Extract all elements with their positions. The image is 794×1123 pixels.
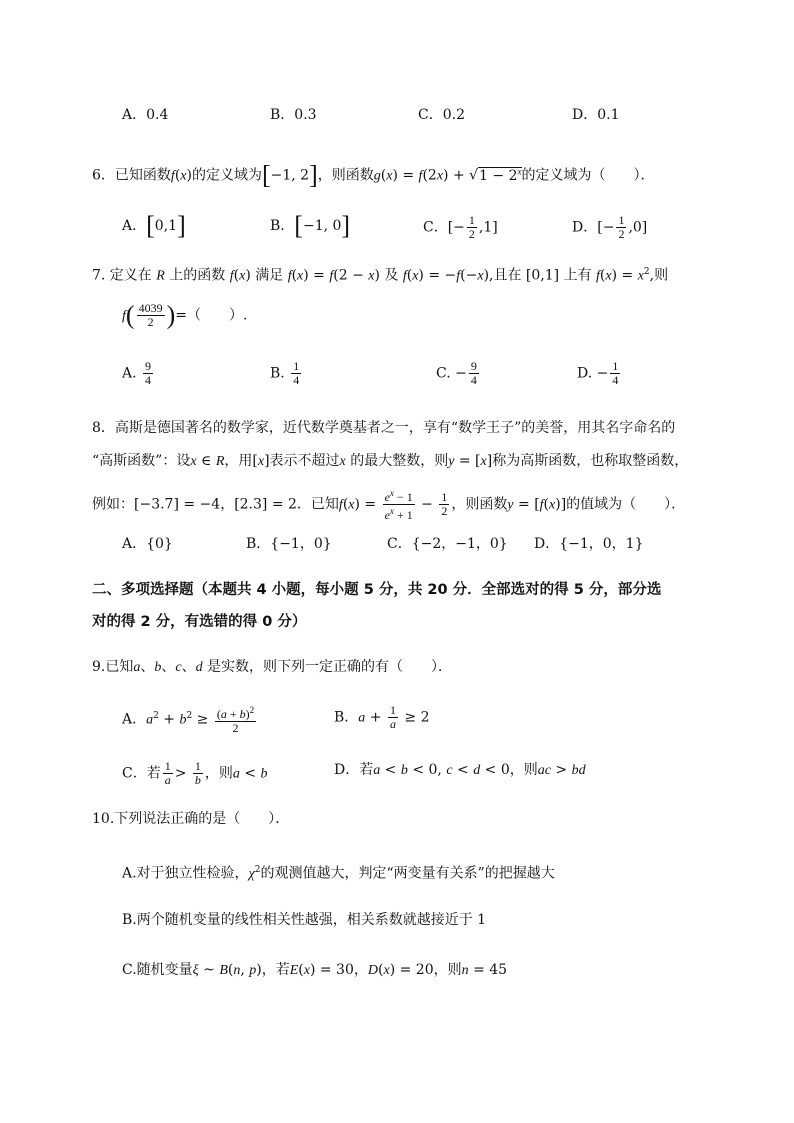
q8-option-c: C．{−2，−1，0} bbox=[387, 536, 508, 552]
section2-heading-line2: 对的得 2 分，有选错的得 0 分） bbox=[92, 614, 307, 630]
q5-option-a: A．0.4 bbox=[122, 107, 169, 123]
q6-option-d: D．[− $\frac{1}{2}$ ,0] bbox=[572, 213, 648, 241]
q5-option-d: D．0.1 bbox=[572, 107, 620, 123]
q9-option-a: A．$a^2 + b^2$ ≥ $\frac{(a + b)^2}{2}$ bbox=[122, 705, 255, 735]
q9-option-c: C．若 $\frac{1}{a}$ > $\frac{1}{b}$ ，则a < b bbox=[122, 759, 268, 787]
q9-option-d: D．若a < b < 0, c < d < 0，则ac > bd bbox=[334, 762, 586, 778]
q7-option-b: B. $\frac{1}{4}$ bbox=[270, 359, 300, 387]
section2-heading-line1: 二、多项选择题（本题共 4 小题，每小题 5 分，共 20 分．全部选对的得 5 分，部分选 bbox=[92, 582, 662, 598]
q6-stem: 6．已知函数f(x)的定义域为[−1, 2]，则函数$g(x) = f(2x) + √1 - 2^x$的定义域为（ ）． bbox=[92, 160, 655, 190]
q7-option-a: A. $\frac{9}{4}$ bbox=[122, 359, 152, 387]
q10-option-b: B.两个随机变量的线性相关性越强，相关系数就越接近于 1 bbox=[122, 912, 487, 928]
q8-stem-line3: 例如：[−3.7] = −4，[2.3] = 2．已知f(x) = $\frac{e^x - 1}{e^x + 1}$ − $\frac{1}{2}$ ，则函数y = [f(x)]的值域为（ ）． bbox=[92, 488, 686, 522]
q8-option-d: D．{−1，0，1} bbox=[534, 536, 644, 552]
q9-option-b: B．a + $\frac{1}{a}$ ≥ 2 bbox=[334, 703, 430, 731]
q10-option-a: A.对于独立性检验，$\chi^2$的观测值越大，判定“两变量有关系”的把握越大 bbox=[122, 865, 555, 882]
q9-stem: 9.已知a、b、c、d 是实数，则下列一定正确的有（ ）． bbox=[92, 659, 453, 675]
q5-option-c: C．0.2 bbox=[418, 107, 465, 123]
q8-option-b: B．{−1，0} bbox=[246, 536, 332, 552]
q7-stem-line2: f( $\frac{4039}{2}$ )=（ ）. bbox=[122, 300, 248, 330]
q5-option-b: B．0.3 bbox=[270, 107, 317, 123]
q8-option-a: A．{0} bbox=[122, 536, 173, 552]
q6-option-c: C．[− $\frac{1}{2}$ ,1] bbox=[423, 213, 498, 241]
q8-stem-line1: 8．高斯是德国著名的数学家，近代数学奠基者之一，享有“数学王子”的美誉，用其名字命名的 bbox=[92, 420, 676, 436]
q7-option-d: D. − $\frac{1}{4}$ bbox=[577, 359, 619, 387]
q10-stem: 10.下列说法正确的是（ ）． bbox=[92, 811, 290, 827]
q8-stem-line2: “高斯函数”：设x ∈ R，用[x]表示不超过x 的最大整数，则y = [x]称为高斯函数，也称取整函数， bbox=[92, 453, 689, 469]
q7-stem-line1: 7. 定义在 R 上的函数 f(x) 满足 f(x) = f(2 − x) 及 f(x) = −f(−x),且在 [0,1] 上有 $f(x) = x^2$,则 bbox=[92, 267, 669, 284]
q7-option-c: C. − $\frac{9}{4}$ bbox=[436, 359, 477, 387]
q6-option-a: A．[0,1] bbox=[122, 211, 186, 240]
q10-option-c: C.随机变量ξ ~ B(n, p)，若E(x) = 30，D(x) = 20，则n = 45 bbox=[122, 962, 508, 978]
q6-option-b: B．[−1, 0] bbox=[270, 211, 351, 240]
